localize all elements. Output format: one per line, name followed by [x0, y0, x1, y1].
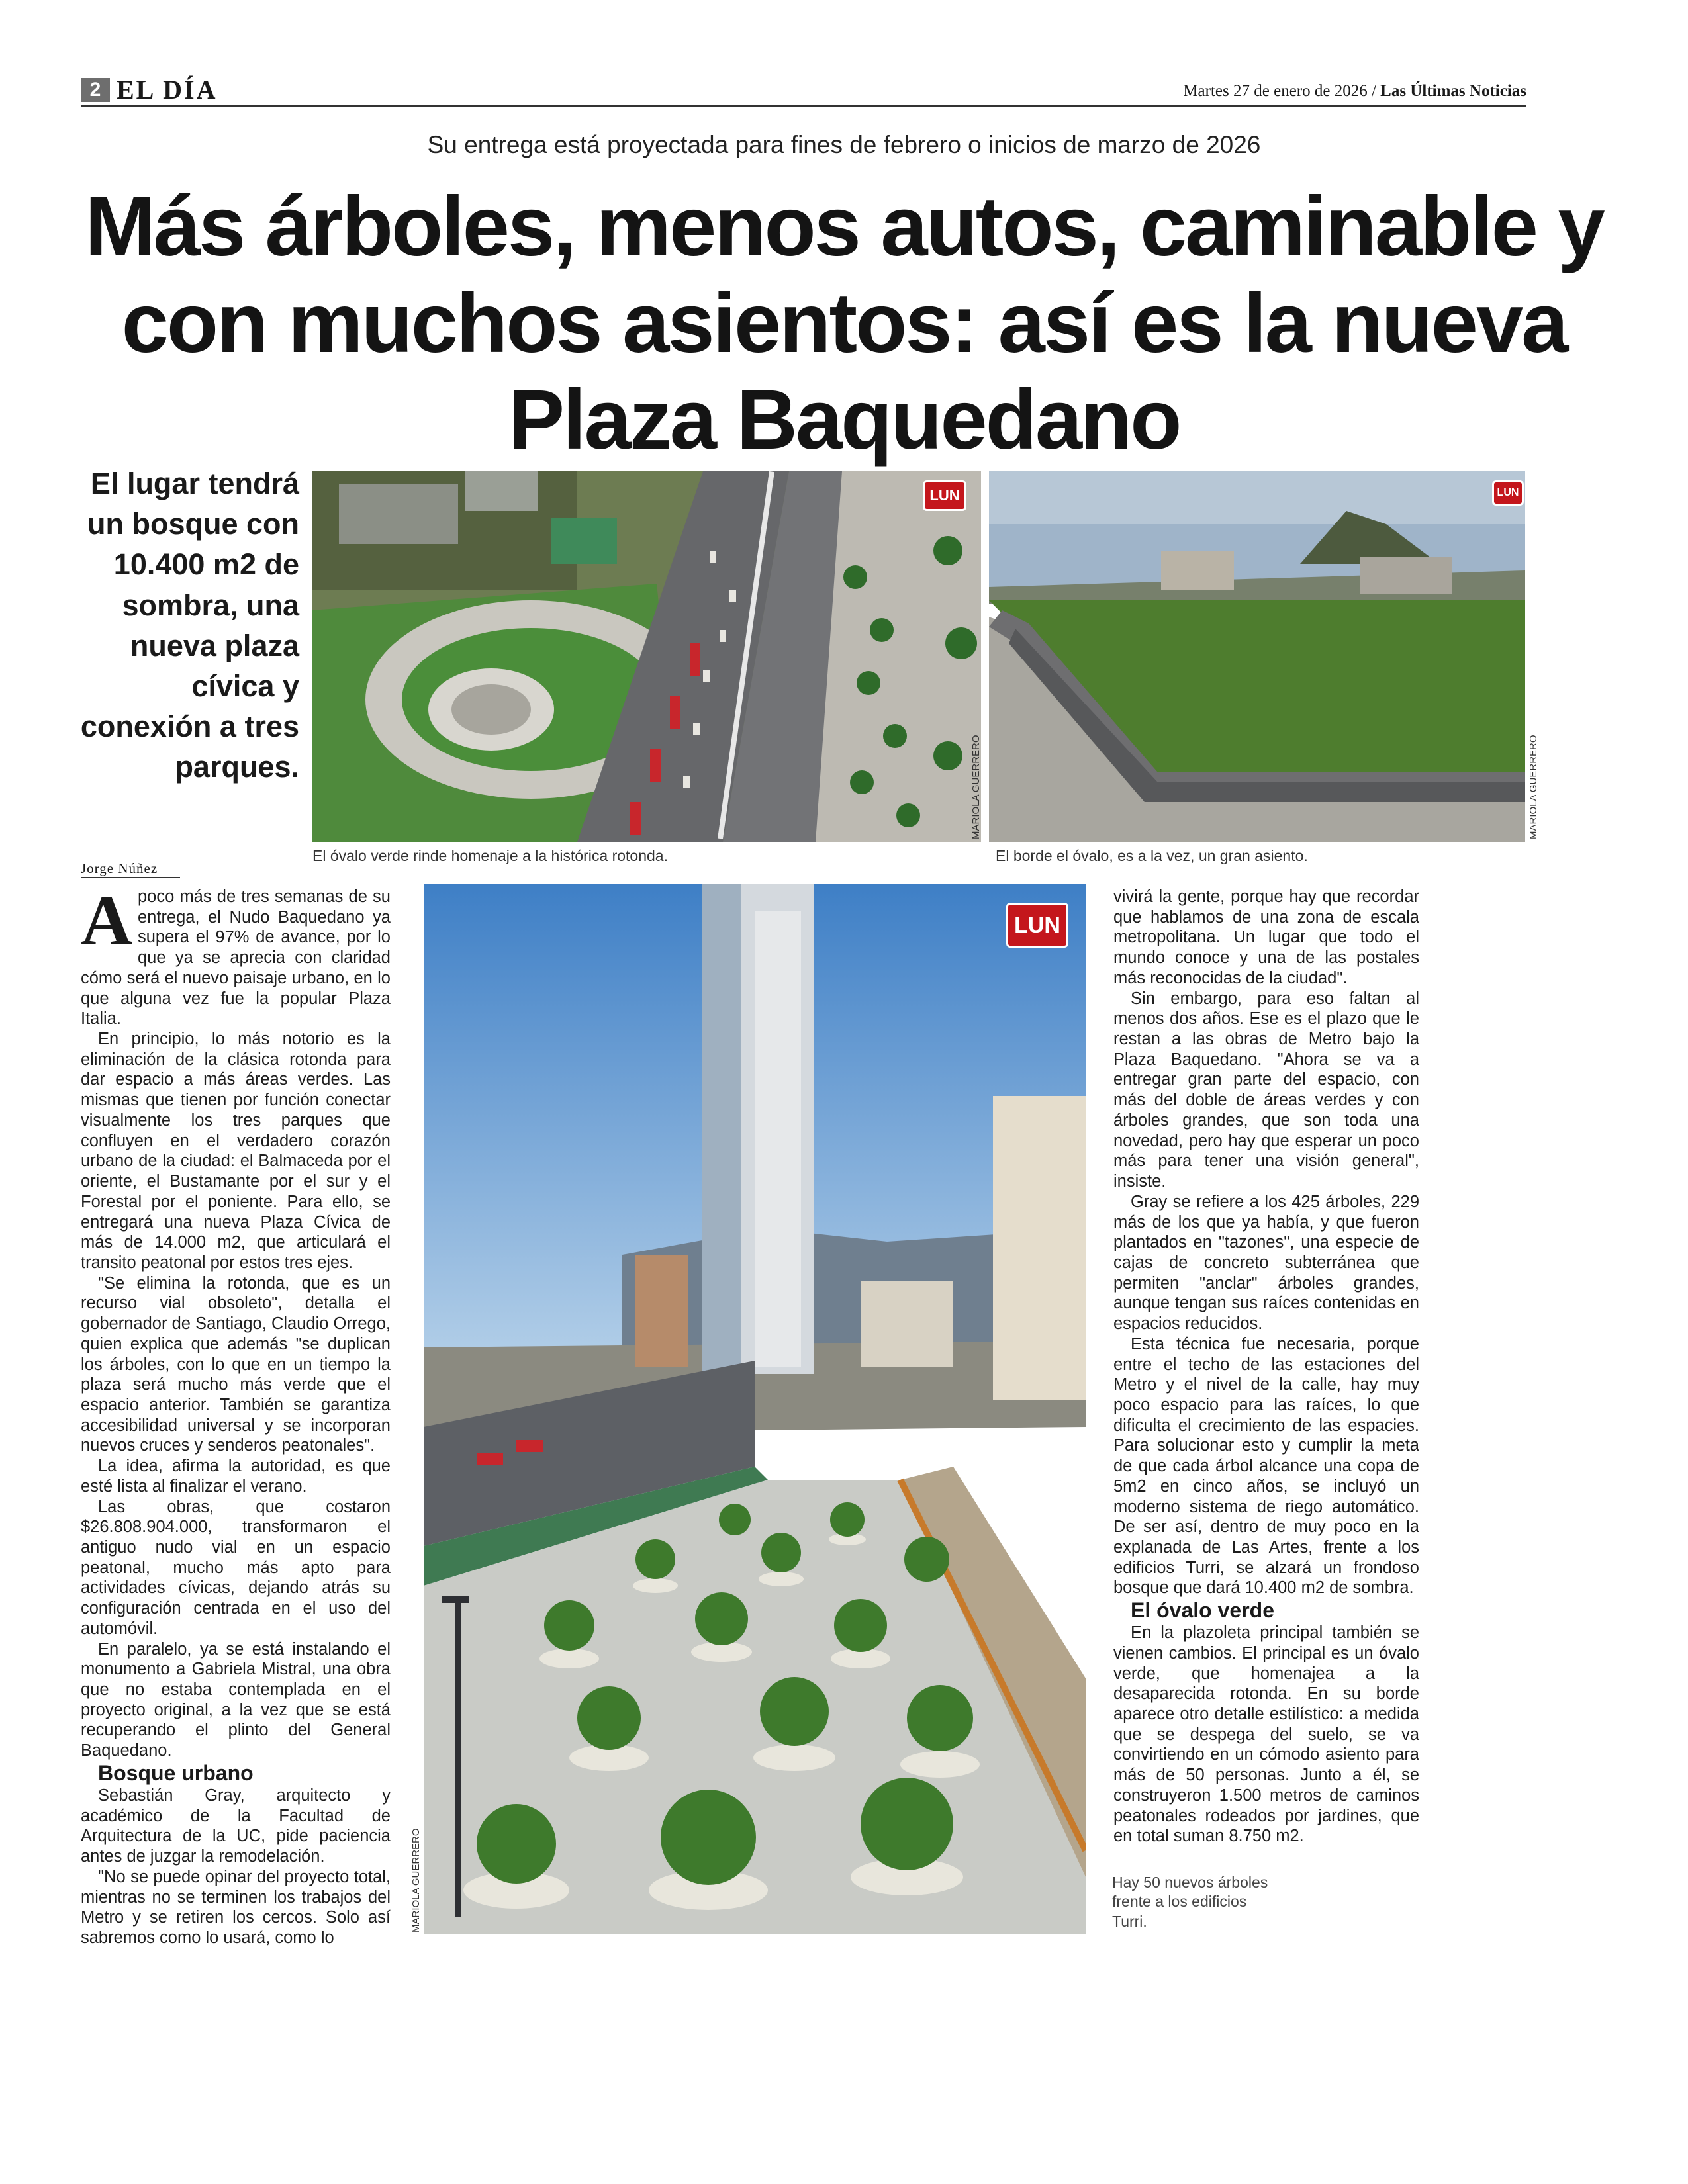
lun-logo-badge: LUN	[1006, 903, 1068, 948]
paragraph: Esta técnica fue necesaria, porque entre el techo de las estaciones del Metro y el nivel de la calle, hay muy poco espacio para las raíces, lo que dificulta el crecimiento de las espacies. Para solucionar esto y cumplir la meta de que cada árbol alcance una copa de 5m2 en cinco años, se incluyó un moderno sistema de riego automático. De ser así, dentro de muy poco en la explanada de Las Artes, frente a los edificios Turri, se alzará un frondoso bosque que dará 10.400 m2 de sombra.	[1113, 1334, 1419, 1598]
photo-credit: MARIOLA GUERRERO	[1528, 735, 1539, 839]
body-column-2	[1113, 887, 1419, 1846]
paragraph: Las obras, que costaron $26.808.904.000, transformaron el antiguo nudo vial en un espacio peatonal, mucho más apto para actividades cívicas, dejando atrás su configuración centrada en el uso del automóvil.	[81, 1497, 391, 1638]
lun-logo-badge: LUN	[1492, 480, 1524, 506]
oval-edge-photo	[989, 471, 1525, 842]
subhead-ovalo-verde: El óvalo verde	[1131, 1598, 1274, 1623]
aerial-caption: El óvalo verde rinde homenaje a la histórica rotonda.	[312, 847, 668, 864]
paragraph: vivirá la gente, porque hay que recordar que hablamos de una zona de escala metropolitana. Un lugar que todo el mundo conoce y una de las postales más reconocidas de la ciudad".	[1113, 887, 1419, 987]
dateline-separator: /	[1367, 82, 1381, 100]
subhead-bosque-urbano: Bosque urbano	[98, 1760, 254, 1785]
paragraph: Sin embargo, para eso faltan al menos dos años. Ese es el plazo que le restan a las obras de Metro bajo la Plaza Baquedano. "Ahora se va a entregar gran parte del espacio, con más del doble de áreas verdes y con árboles grandes, que son toda una novedad, pero hay que esperar un poco más para tener una visión general", insiste.	[1113, 989, 1419, 1191]
paragraph: En principio, lo más notorio es la eliminación de la clásica rotonda para dar espacio a más áreas verdes. Las mismas que tienen por función conectar visualmente los tres parques que confluyen en el verdadero corazón urbano de la ciudad: el Balmaceda por el oriente, el Bustamante por el sur y el Forestal por el poniente. Para ello, se entregará una nueva Plaza Cívica de más de 14.000 m2, que articulará el transito peatonal por estos tres ejes.	[81, 1030, 391, 1272]
drop-cap: A	[81, 882, 132, 960]
paragraph: En la plazoleta principal también se vienen cambios. El principal es un óvalo verde, que homenajea a la desaparecida rotonda. En su borde aparece otro detalle estilístico: a medida que se despega del suelo, se va convirtiendo en un cómodo asiento para más de 50 personas. Junto a él, se construyeron 1.500 metros de caminos peatonales rodeados por jardines, que en total suman 8.750 m2.	[1113, 1623, 1419, 1846]
headline: Más árboles, menos autos, caminable y con muchos asientos: así es la nueva Plaza Baquedano	[85, 179, 1603, 467]
byline-rule	[81, 877, 180, 878]
paragraph: Sebastián Gray, arquitecto y académico de la Facultad de Arquitectura de la UC, pide paciencia antes de juzgar la remodelación.	[81, 1786, 391, 1866]
issue-date: Martes 27 de enero de 2026	[1183, 82, 1368, 100]
publication-name: Las Últimas Noticias	[1380, 82, 1526, 100]
paragraph: La idea, afirma la autoridad, es que esté lista al finalizar el verano.	[81, 1457, 391, 1496]
paragraph: En paralelo, ya se está instalando el monumento a Gabriela Mistral, una obra que no estaba contemplada en el proyecto original, a la vez que se está recuperando el plinto del General Baquedano.	[81, 1639, 391, 1760]
oval-edge-photo-image	[989, 471, 1525, 842]
photo-credit: MARIOLA GUERRERO	[970, 735, 982, 839]
paragraph	[81, 882, 391, 1029]
paragraph: "Se elimina la rotonda, que es un recurso vial obsoleto", detalla el gobernador de Santiago, Claudio Orrego, quien explica que además "se duplican los árboles, con lo que en un tiempo la plaza será mucho más verde que el espacio anterior. También se garantiza accesibilidad universal y se incorporan nuevos cruces y senderos peatonales".	[81, 1273, 391, 1455]
oval-edge-caption: El borde el óvalo, es a la vez, un gran asiento.	[996, 847, 1308, 864]
plaza-photo	[424, 884, 1086, 1934]
paragraph: Gray se refiere a los 425 árboles, 229 más de los que ya había, y que fueron plantados en "tazones", una especie de cajas de concreto subterránea que permiten "anclar" árboles grandes, aunque tengan sus raíces contenidas en espacios reducidos.	[1113, 1192, 1419, 1334]
kicker: Su entrega está proyectada para fines de febrero o inicios de marzo de 2026	[427, 131, 1261, 158]
aerial-photo-image	[312, 471, 981, 842]
page-number: 2	[81, 78, 110, 102]
lun-logo-badge: LUN	[923, 480, 966, 511]
plaza-caption: Hay 50 nuevos árboles frente a los edificios Turri.	[1112, 1874, 1268, 1930]
photo-credit: MARIOLA GUERRERO	[410, 1828, 422, 1933]
paragraph-text: poco más de tres semanas de su entrega, el Nudo Baquedano ya supera el 97% de avance, por lo que ya se aprecia con claridad cómo será el nuevo paisaje urbano, en lo que alguna vez fue la popular Plaza Italia.	[81, 887, 391, 1028]
lede: El lugar tendrá un bosque con 10.400 m2 de sombra, una nueva plaza cívica y conexión a tres parques.	[80, 467, 299, 784]
paragraph: "No se puede opinar del proyecto total, mientras no se terminen los trabajos del Metro y se retiren los cercos. Solo así sabremos como lo usará, como lo	[81, 1867, 391, 1947]
dateline	[1183, 82, 1526, 101]
header-rule	[81, 105, 1526, 107]
aerial-photo	[312, 471, 981, 842]
plaza-photo-image	[424, 884, 1086, 1934]
byline: Jorge Núñez	[81, 860, 158, 876]
body-column-1	[81, 882, 391, 1948]
section-title: EL DÍA	[117, 75, 218, 105]
